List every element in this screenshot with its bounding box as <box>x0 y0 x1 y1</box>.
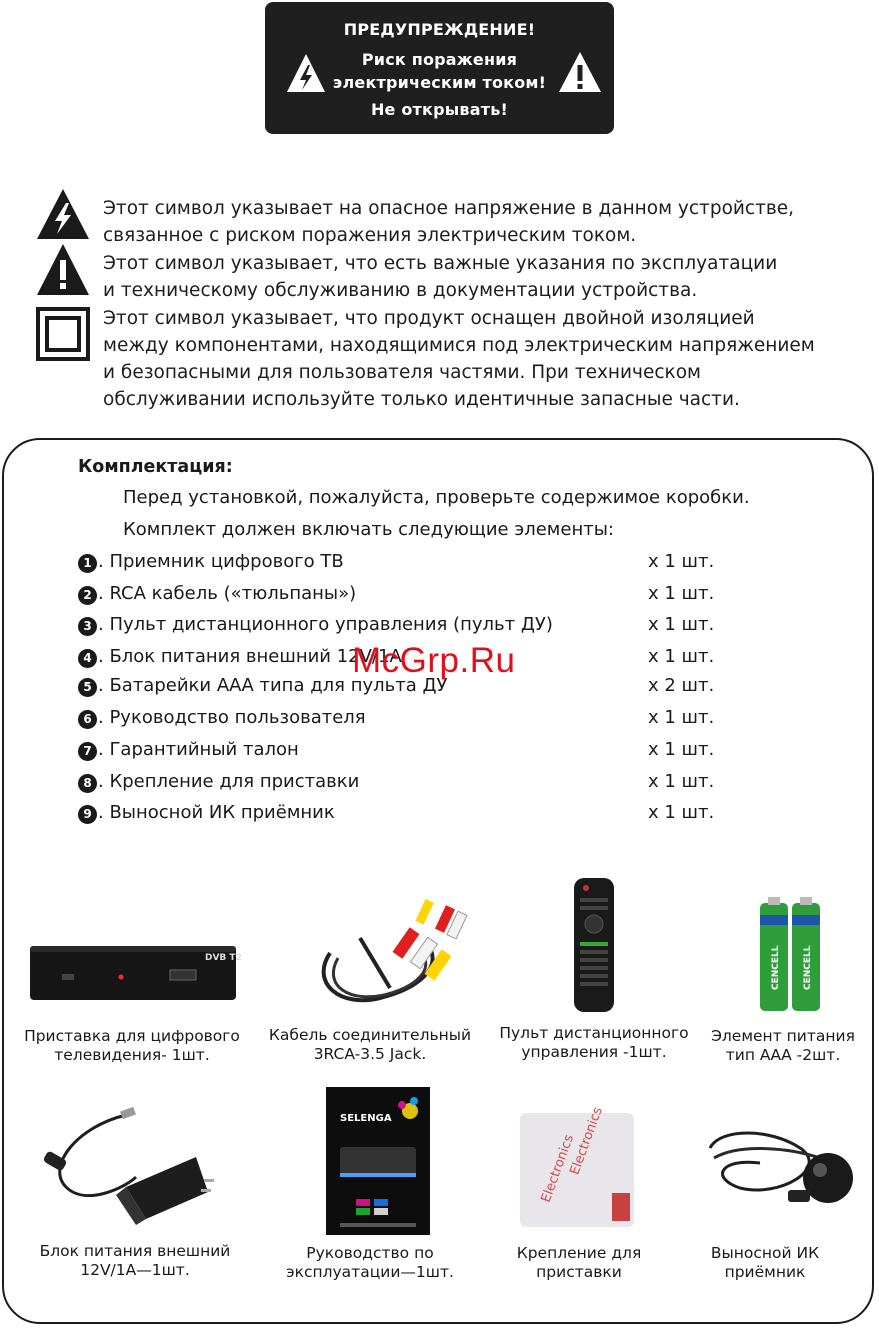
battery-brand-label-2: CENCELL <box>803 945 813 990</box>
symbol-text-instructions: Этот символ указывает, что есть важные указания по эксплуатации и техническому обслуживанию в документации устройства. <box>103 253 778 301</box>
manual-booklet-image <box>326 1087 430 1235</box>
warning-box <box>265 2 614 134</box>
number-badge: 6 <box>78 710 97 729</box>
mounting-tape-image <box>520 1105 634 1227</box>
symbol-text-voltage: Этот символ указывает на опасное напряжение в данном устройстве, связанное с риском поражения электрическим током. <box>103 198 795 246</box>
number-badge: 1 <box>78 554 97 573</box>
remote-control-image <box>566 876 622 1016</box>
kit-item <box>78 551 718 577</box>
caption-power: Блок питания внешний 12V/1A—1шт. <box>39 1242 231 1279</box>
dvb-badge: DVB T2 <box>205 953 242 963</box>
rca-cable-image <box>300 898 475 1016</box>
battery-brand-label: CENCELL <box>771 945 781 990</box>
warning-line-do-not-open: Не открывать! <box>370 100 509 119</box>
item-name: . Крепление для приставки <box>98 771 360 792</box>
item-name: . Приемник цифрового ТВ <box>98 551 344 572</box>
kit-intro-contents: Комплект должен включать следующие элементы: <box>123 519 614 540</box>
item-quantity: x 1 шт. <box>648 739 715 760</box>
manual-brand-label: SELENGA <box>340 1113 392 1124</box>
item-name: . RCA кабель («тюльпаны») <box>98 583 357 604</box>
warning-line-shock: электрическим током! <box>332 73 547 92</box>
item-name: . Пульт дистанционного управления (пульт ДУ) <box>98 614 553 635</box>
kit-item <box>78 583 718 609</box>
mount-label-2: Electronics <box>567 1105 606 1177</box>
item-quantity: x 1 шт. <box>648 614 715 635</box>
kit-title: Комплектация: <box>78 457 233 477</box>
ir-receiver-image <box>700 1108 865 1218</box>
lightning-symbol-icon <box>36 188 90 240</box>
caption-ir: Выносной ИК приёмник <box>710 1244 820 1281</box>
caption-remote: Пульт дистанционного управления -1шт. <box>499 1024 689 1061</box>
item-quantity: x 1 шт. <box>648 646 715 667</box>
item-name: . Выносной ИК приёмник <box>98 802 335 823</box>
number-badge: 5 <box>78 678 97 697</box>
number-badge: 7 <box>78 742 97 761</box>
lightning-warning-icon <box>285 52 327 94</box>
item-name: . Батарейки ААА типа для пульта ДУ <box>98 675 448 696</box>
exclamation-warning-icon <box>557 50 603 94</box>
item-name: . Гарантийный талон <box>98 739 299 760</box>
kit-item <box>78 771 718 797</box>
number-badge: 4 <box>78 649 97 668</box>
kit-item <box>78 739 718 765</box>
caption-mount: Крепление для приставки <box>516 1244 642 1281</box>
item-quantity: x 1 шт. <box>648 551 715 572</box>
number-badge: 3 <box>78 617 97 636</box>
power-adapter-image <box>36 1107 216 1232</box>
watermark: McGrp.Ru <box>352 641 516 680</box>
number-badge: 8 <box>78 774 97 793</box>
kit-item <box>78 707 718 733</box>
kit-item <box>78 802 718 828</box>
caption-manual: Руководство по эксплуатации—1шт. <box>286 1244 454 1281</box>
item-quantity: x 2 шт. <box>648 675 715 696</box>
exclamation-symbol-icon <box>36 243 90 296</box>
kit-item <box>78 614 718 640</box>
caption-receiver: Приставка для цифрового телевидения- 1шт. <box>24 1027 240 1064</box>
number-badge: 2 <box>78 586 97 605</box>
receiver-image <box>28 942 242 1004</box>
batteries-image <box>752 895 830 1015</box>
kit-intro-check: Перед установкой, пожалуйста, проверьте содержимое коробки. <box>123 487 750 508</box>
warning-title: ПРЕДУПРЕЖДЕНИЕ! <box>343 20 536 39</box>
item-quantity: x 1 шт. <box>648 583 715 604</box>
double-insulation-icon <box>36 307 90 361</box>
caption-cable: Кабель соединительный 3RCA-3.5 Jack. <box>268 1026 472 1063</box>
warning-line-risk: Риск поражения <box>361 50 518 69</box>
item-quantity: x 1 шт. <box>648 802 715 823</box>
number-badge: 9 <box>78 805 97 824</box>
item-name: . Руководство пользователя <box>98 707 366 728</box>
caption-battery: Элемент питания тип ААА -2шт. <box>711 1027 855 1064</box>
item-quantity: x 1 шт. <box>648 707 715 728</box>
item-quantity: x 1 шт. <box>648 771 715 792</box>
mount-label: Electronics <box>538 1132 578 1205</box>
item-name: . Блок питания внешний 12V/1A <box>98 646 402 667</box>
symbol-text-insulation: Этот символ указывает, что продукт оснащен двойной изоляцией между компонентами, находящимися под электрическим напряжением и безопасными для пользователя частями. При техническом обслуживании используйте только идентичные запасные части. <box>103 308 815 410</box>
